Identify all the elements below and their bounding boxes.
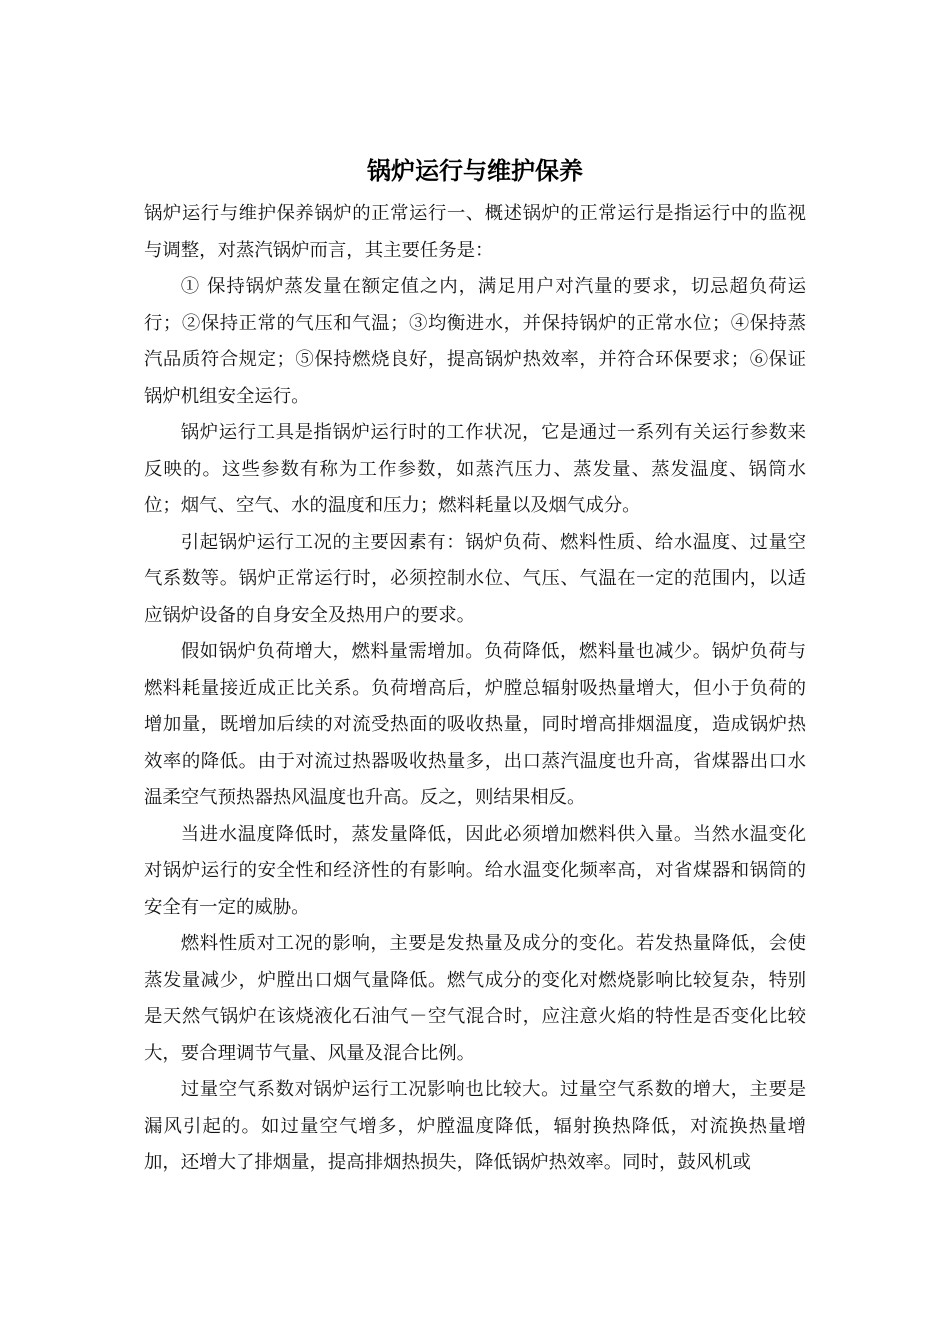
paragraph-load: 假如锅炉负荷增大，燃料量需增加。负荷降低，燃料量也减少。锅炉负荷与燃料耗量接近成正比关系。负荷增高后，炉膛总辐射吸热量增大，但小于负荷的增加量，既增加后续的对流受热面的吸收热量，同时增高排烟温度，造成锅炉热效率的降低。由于对流过热器吸收热量多，出口蒸汽温度也升高，省煤器出口水温柔空气预热器热风温度也升高。反之，则结果相反。 [144, 641, 806, 808]
document-body [144, 196, 806, 1182]
document-title: 锅炉运行与维护保养 [367, 157, 583, 185]
paragraph-fuel-properties: 燃料性质对工况的影响，主要是发热量及成分的变化。若发热量降低，会使蒸发量减少，炉膛出口烟气量降低。燃气成分的变化对燃烧影响比较复杂，特别是天然气锅炉在该烧液化石油气－空气混合时，应注意火焰的特性是否变化比较大，要合理调节气量、风量及混合比例。 [144, 933, 806, 1064]
paragraph-operating-conditions: 锅炉运行工具是指锅炉运行时的工作状况，它是通过一系列有关运行参数来反映的。这些参数有称为工作参数，如蒸汽压力、蒸发量、蒸发温度、锅筒水位；烟气、空气、水的温度和压力；燃料耗量以及烟气成分。 [144, 422, 806, 516]
paragraph-tasks: ① 保持锅炉蒸发量在额定值之内，满足用户对汽量的要求，切忌超负荷运行；②保持正常的气压和气温；③均衡进水，并保持锅炉的正常水位；④保持蒸汽品质符合规定；⑤保持燃烧良好，提高锅炉热效率，并符合环保要求；⑥保证锅炉机组安全运行。 [144, 276, 806, 407]
paragraph-feedwater-temperature: 当进水温度降低时，蒸发量降低，因此必须增加燃料供入量。当然水温变化对锅炉运行的安全性和经济性的有影响。给水温变化频率高，对省煤器和锅筒的安全有一定的威胁。 [144, 823, 806, 918]
paragraph-excess-air: 过量空气系数对锅炉运行工况影响也比较大。过量空气系数的增大，主要是漏风引起的。如过量空气增多，炉膛温度降低，辐射换热降低，对流换热量增加，还增大了排烟量，提高排烟热损失，降低锅炉热效率。同时，鼓风机或 [144, 1079, 806, 1173]
paragraph-intro: 锅炉运行与维护保养锅炉的正常运行一、概述锅炉的正常运行是指运行中的监视与调整，对蒸汽锅炉而言，其主要任务是： [144, 203, 806, 261]
paragraph-main-factors: 引起锅炉运行工况的主要因素有：锅炉负荷、燃料性质、给水温度、过量空气系数等。锅炉正常运行时，必须控制水位、气压、气温在一定的范围内，以适应锅炉设备的自身安全及热用户的要求。 [144, 531, 806, 626]
